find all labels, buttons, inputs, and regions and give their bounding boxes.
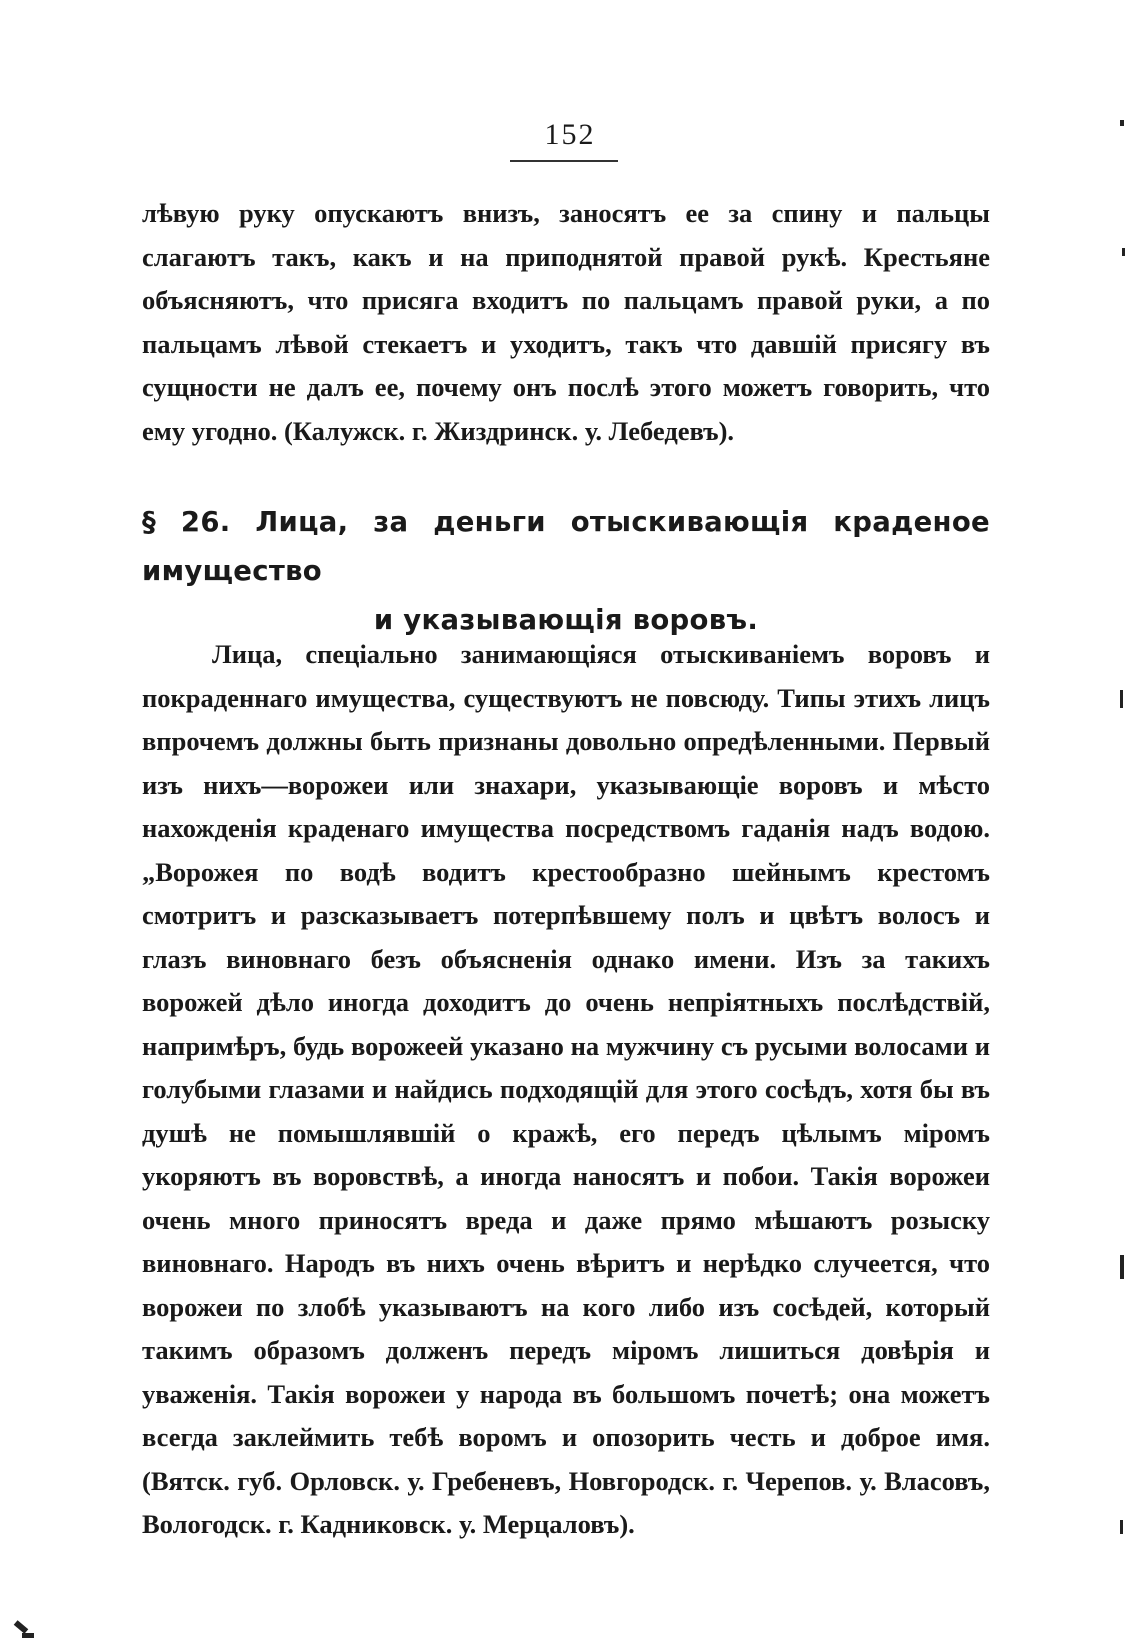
margin-mark-5 xyxy=(1120,1520,1123,1534)
page-number-rule xyxy=(510,160,618,162)
corner-mark-2 xyxy=(22,1633,34,1638)
page-number: 152 xyxy=(544,118,596,151)
section-heading xyxy=(142,498,990,645)
margin-mark-3 xyxy=(1120,690,1123,708)
corner-mark xyxy=(14,1620,29,1634)
top-paragraph xyxy=(142,192,990,453)
margin-mark-2 xyxy=(1122,248,1125,256)
top-paragraph-text: лѣвую руку опускаютъ внизъ, заносятъ ее за спину и пальцы слагаютъ такъ, какъ и на приподнятой правой рукѣ. Крестьяне объясняютъ, что присяга входитъ по пальцамъ правой руки, а по пальцамъ лѣвой стекаетъ и уходитъ, такъ что давшій присягу въ сущности не далъ ее, почему онъ послѣ этого можетъ говорить, что ему угодно. (Калужск. г. Жиздринск. у. Лебедевъ). xyxy=(142,198,990,446)
section-heading-line1: § 26. Лица, за деньги отыскивающія краденое имущество xyxy=(142,506,990,587)
main-paragraph-text: Лица, спеціально занимающіяся отыскиваніемъ воровъ и покраденнаго имущества, существуютъ не повсюду. Типы этихъ лицъ впрочемъ должны быть признаны довольно опредѣленными. Первый изъ нихъ—ворожеи или знахари, указывающіе воровъ и мѣсто нахожденія краденаго имущества посредствомъ гаданія надъ водою. „Ворожея по водѣ водитъ крестообразно шейнымъ крестомъ смотритъ и разсказываетъ потерпѣвшему полъ и цвѣтъ волосъ и глазъ виновнаго безъ объясненія однако имени. Изъ за такихъ ворожей дѣло иногда доходитъ до очень непріятныхъ послѣдствій, напримѣръ, будь ворожеей указано на мужчину съ русыми волосами и голубыми глазами и найдись подходящій для этого сосѣдъ, хотя бы въ душѣ не помышлявшій о кражѣ, его передъ цѣлымъ міромъ укоряютъ въ воровствѣ, а иногда наносятъ и побои. Такія ворожеи очень много приносятъ вреда и даже прямо мѣшаютъ розыску виновнаго. Народъ въ нихъ очень вѣритъ и нерѣдко случеется, что ворожеи по злобѣ указываютъ на кого либо изъ сосѣдей, который такимъ образомъ долженъ передъ міромъ лишиться довѣрія и уваженія. Такія ворожеи у народа въ большомъ почетѣ; она можетъ всегда заклеймить тебѣ воромъ и опозорить честь и доброе имя. (Вятск. губ. Орловск. у. Гребеневъ, Новгородск. г. Черепов. у. Власовъ, Вологодск. г. Кадниковск. у. Мерцаловъ). xyxy=(142,639,990,1539)
main-paragraph xyxy=(142,633,990,1547)
section-heading-line2: и указывающія воровъ. xyxy=(373,604,759,636)
margin-mark-1 xyxy=(1120,120,1124,126)
margin-mark-4 xyxy=(1120,1255,1124,1279)
